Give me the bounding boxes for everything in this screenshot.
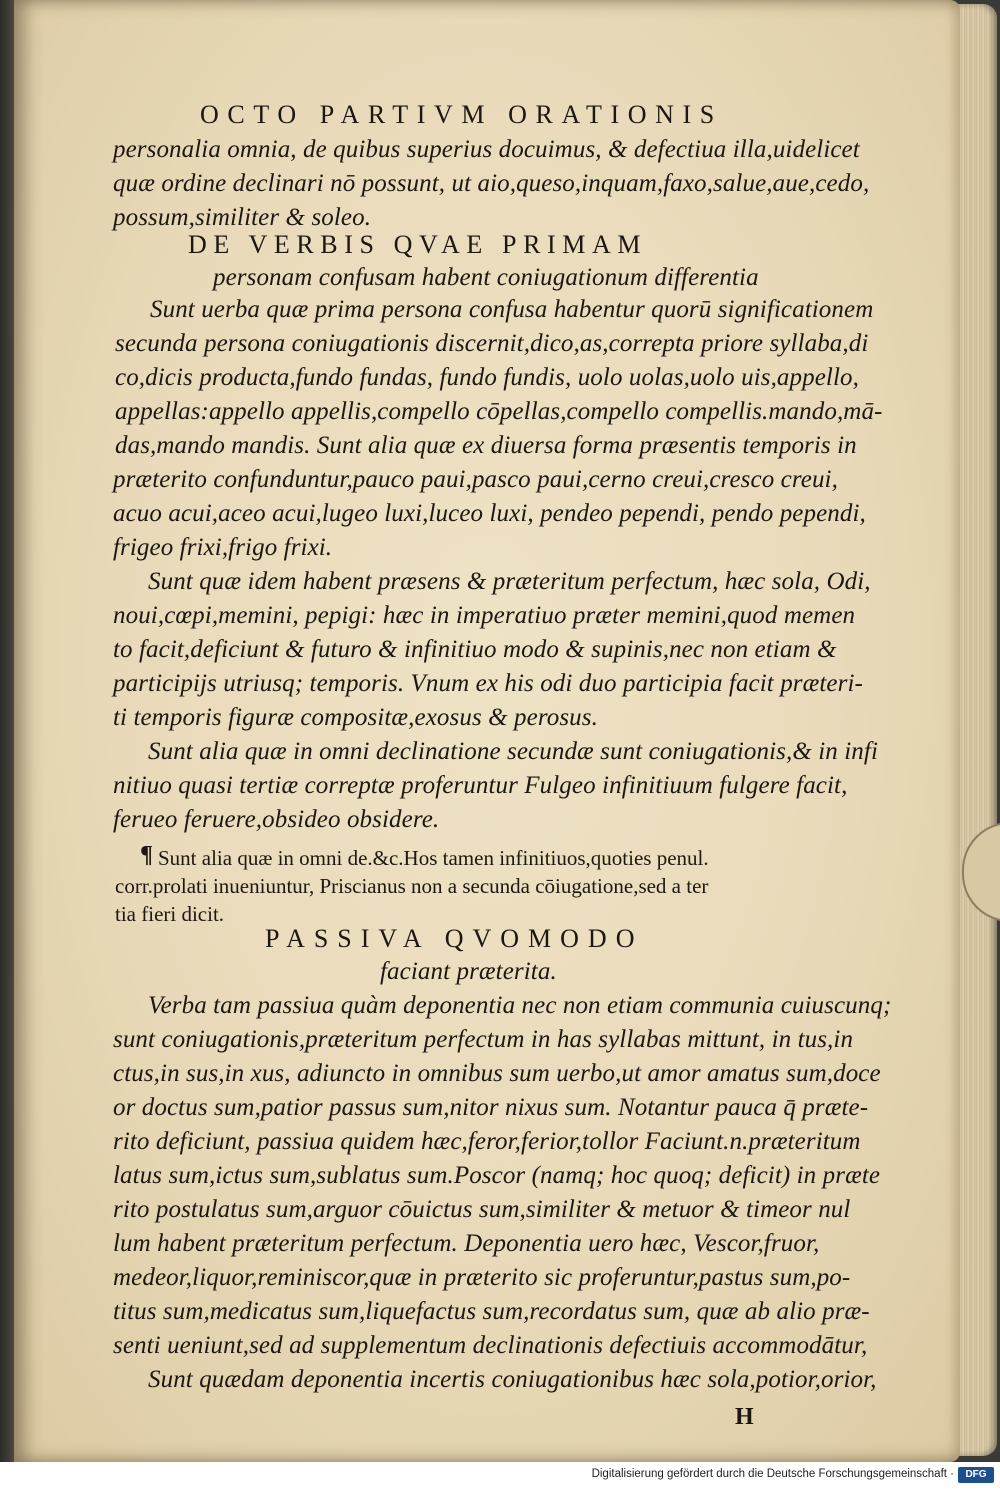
text-line: frigeo frixi,frigo frixi. xyxy=(113,534,333,561)
section-heading: PASSIVA QVOMODO xyxy=(265,924,644,953)
note-line: tia fieri dicit. xyxy=(115,902,225,926)
text-line: Sunt alia quæ in omni declinatione secundæ sunt coniugationis,& in infi xyxy=(148,738,878,765)
text-line: Sunt uerba quæ prima persona confusa habentur quorū significationem xyxy=(150,296,874,323)
text-line: participijs utriusq; temporis. Vnum ex his odi duo participia facit præteri- xyxy=(113,670,863,697)
text-line: rito postulatus sum,arguor cōuictus sum,similiter & metuor & timeor nul xyxy=(113,1196,851,1223)
pilcrow-mark: ¶ xyxy=(140,842,153,868)
text-line: appellas:appello appellis,compello cōpellas,compello compellis.mando,mā- xyxy=(115,398,883,425)
text-line: medeor,liquor,reminiscor,quæ in præterito sic proferuntur,pastus sum,po- xyxy=(113,1264,851,1291)
section-heading: DE VERBIS QVAE PRIMAM xyxy=(188,230,648,259)
text-line: noui,cœpi,memini, pepigi: hæc in imperatiuo præter memini,quod memen xyxy=(113,602,856,629)
text-line: acuo acui,aceo acui,lugeo luxi,luceo luxi, pendeo pependi, pendo pependi, xyxy=(113,500,866,527)
section-subheading: faciant præterita. xyxy=(380,958,557,985)
text-line: latus sum,ictus sum,sublatus sum.Poscor (namq; hoc quoq; deficit) in præte xyxy=(113,1162,881,1189)
text-line: nitiuo quasi tertiæ correptæ proferuntur Fulgeo infinitiuum fulgere facit, xyxy=(113,772,848,799)
text-line: rito deficiunt, passiua quidem hæc,feror,ferior,tollor Faciunt.n.præteritum xyxy=(113,1128,861,1155)
section-subheading: personam confusam habent coniugationum differentia xyxy=(213,264,759,291)
text-line: possum,similiter & soleo. xyxy=(113,204,372,231)
text-line: ti temporis figuræ compositæ,exosus & perosus. xyxy=(113,704,598,731)
text-line: Sunt quædam deponentia incertis coniugationibus hæc sola,potior,orior, xyxy=(148,1366,877,1393)
text-line: co,dicis producta,fundo fundas, fundo fundis, uolo uolas,uolo uis,appello, xyxy=(115,364,859,391)
text-line: das,mando mandis. Sunt alia quæ ex diuersa forma præsentis temporis in xyxy=(115,432,857,459)
dfg-logo: DFG xyxy=(958,1467,994,1483)
text-line: Verba tam passiua quàm deponentia nec non etiam communia cuiuscunq; xyxy=(148,992,892,1019)
text-line: senti ueniunt,sed ad supplementum declinationis defectiuis accommodātur, xyxy=(113,1332,868,1359)
footer-bar xyxy=(0,1462,1000,1491)
note-line: Sunt alia quæ in omni de.&c.Hos tamen infinitiuos,quoties penul. xyxy=(158,846,709,870)
text-line: ferueo feruere,obsideo obsidere. xyxy=(113,806,440,833)
text-line: quæ ordine declinari nō possunt, ut aio,queso,inquam,faxo,salue,aue,cedo, xyxy=(113,170,870,197)
signature-mark: H xyxy=(735,1404,754,1430)
text-line: sunt coniugationis,præteritum perfectum in has syllabas mittunt, in tus,in xyxy=(113,1026,854,1053)
text-line: præterito confunduntur,pauco paui,pasco paui,cerno creui,cresco creui, xyxy=(113,466,838,493)
text-line: ctus,in sus,in xus, adiuncto in omnibus sum uerbo,ut amor amatus sum,doce xyxy=(113,1060,881,1087)
text-line: or doctus sum,patior passus sum,nitor nixus sum. Notantur pauca q̄ præte- xyxy=(113,1094,869,1121)
text-line: titus sum,medicatus sum,liquefactus sum,recordatus sum, quæ ab alio præ- xyxy=(113,1298,870,1325)
text-line: lum habent præteritum perfectum. Deponentia uero hæc, Vescor,fruor, xyxy=(113,1230,820,1257)
text-line: Sunt quæ idem habent præsens & præteritum perfectum, hæc sola, Odi, xyxy=(148,568,871,595)
page-edges xyxy=(955,4,997,1456)
running-head: OCTO PARTIVM ORATIONIS xyxy=(200,100,723,129)
footer-credit: Digitalisierung gefördert durch die Deutsche Forschungsgemeinschaft · xyxy=(591,1468,954,1480)
text-line: to facit,deficiunt & futuro & infinitiuo modo & supinis,nec non etiam & xyxy=(113,636,837,663)
text-line: personalia omnia, de quibus superius docuimus, & defectiua illa,uidelicet xyxy=(113,136,860,163)
text-line: secunda persona coniugationis discernit,dico,as,correpta priore syllaba,di xyxy=(115,330,869,357)
note-line: corr.prolati inueniuntur, Priscianus non a secunda cōiugatione,sed a ter xyxy=(115,874,709,898)
